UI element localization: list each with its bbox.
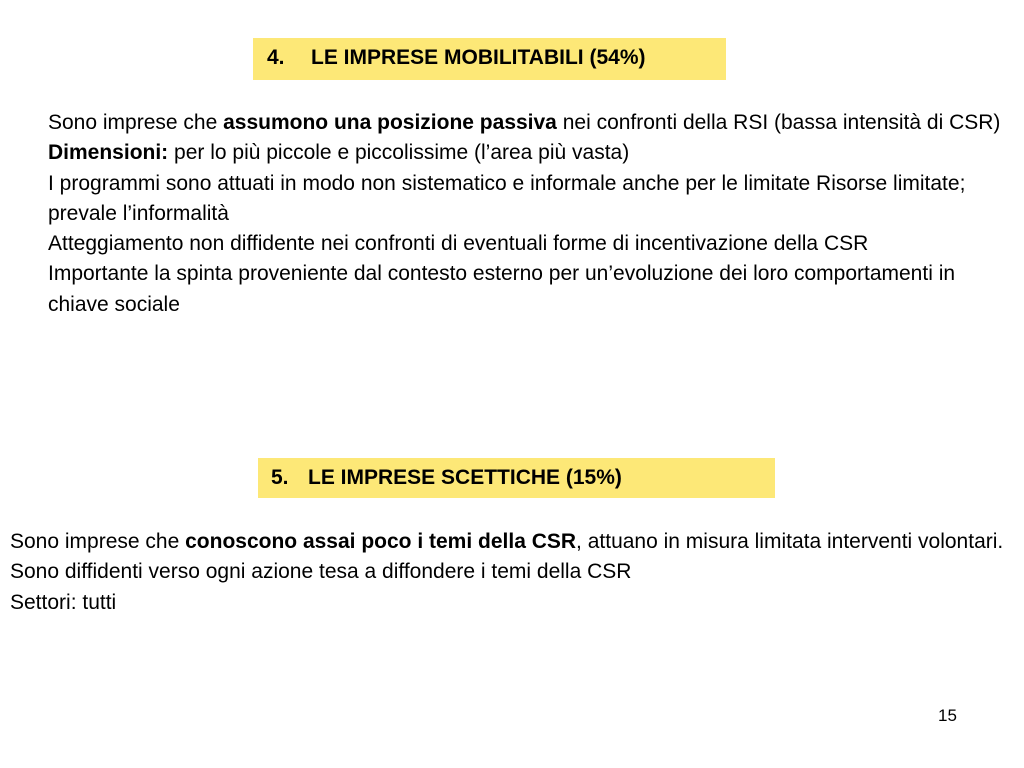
section-4-paragraph-2 xyxy=(48,138,1018,168)
section-4-paragraph-1 xyxy=(48,108,1018,138)
section-4-body xyxy=(48,108,1018,320)
page-number: 15 xyxy=(938,706,957,725)
section-4-heading xyxy=(253,38,726,80)
section-4-p1-text: Sono imprese che xyxy=(48,111,224,134)
section-4-paragraph-5: Importante la spinta proveniente dal contesto esterno per un’evoluzione dei loro comportamenti in chiave sociale xyxy=(48,262,956,316)
section-4-p1-bold: assumono una posizione passiva xyxy=(223,111,557,134)
section-4-title: LE IMPRESE MOBILITABILI xyxy=(311,46,584,69)
section-5-paragraph-1 xyxy=(10,527,1015,557)
section-4-paragraph-3: I programmi sono attuati in modo non sistematico e informale anche per le limitate Risorse limitate; prevale l’informalità xyxy=(48,171,966,225)
section-5-heading xyxy=(258,458,775,498)
section-5-p1-rest: , attuano in misura limitata interventi volontari. xyxy=(576,530,1004,553)
section-4-percentage: (54%) xyxy=(589,46,646,69)
section-5-number: 5. xyxy=(271,466,289,489)
section-5-paragraph-2: Sono diffidenti verso ogni azione tesa a diffondere i temi della CSR xyxy=(10,560,632,584)
section-5-title: LE IMPRESE SCETTICHE xyxy=(308,466,561,489)
section-4-number: 4. xyxy=(267,46,285,69)
section-5-percentage: (15%) xyxy=(565,466,622,489)
section-5-paragraph-3: Settori: tutti xyxy=(10,590,117,614)
section-4-paragraph-4: Atteggiamento non diffidente nei confronti di eventuali forme di incentivazione della CSR xyxy=(48,232,869,256)
section-4-p2-rest: per lo più piccole e piccolissime (l’area più vasta) xyxy=(168,141,630,165)
section-5-p1-text: Sono imprese che xyxy=(10,530,186,553)
section-4-p2-bold: Dimensioni: xyxy=(48,141,169,165)
section-5-p1-bold: conoscono assai poco i temi della CSR xyxy=(185,530,577,553)
section-4-p1-rest: nei confronti della RSI (bassa intensità di CSR) xyxy=(556,111,1001,134)
section-5-body xyxy=(10,527,1015,618)
